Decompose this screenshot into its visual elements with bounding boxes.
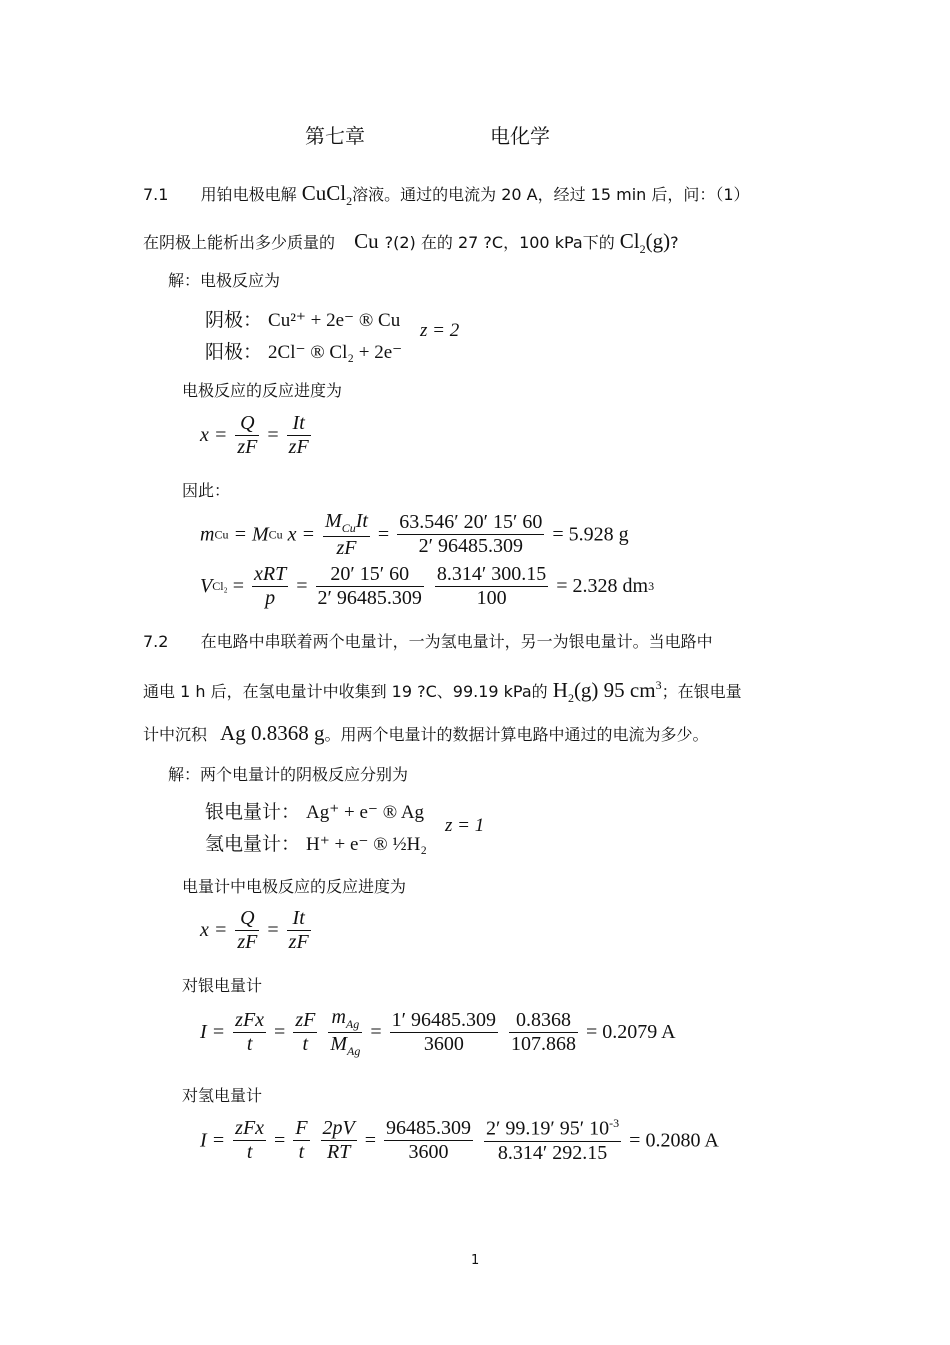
mass-equation: mCu = MCu x = $\frac{M_{Cu}It}{zF}$ = $\frac{63.546' 20' 15' 60}{2' 96485.309}$ = 5.928 g — [200, 510, 629, 559]
extent-text: 电极反应的反应进度为 — [182, 381, 343, 400]
extent-text-2: 电量计中电极反应的反应进度为 — [182, 877, 407, 896]
charge-number-2: z = 1 — [445, 815, 485, 836]
hydrogen-calc-label: 对氢电量计 — [182, 1086, 263, 1105]
cathode-reaction: 阴极： Cu²⁺ + 2e⁻ ® Cu — [205, 310, 401, 331]
problem-number: 7.1 — [143, 185, 169, 204]
formula-ag-mass: Ag 0.8368 g — [220, 721, 325, 745]
problem-7-1-line2: 在阴极上能析出多少质量的 Cu ?(2) 在的 27 ?C，100 kPa下的 $Cl_2(g)$? — [143, 229, 679, 257]
problem-7-2-line2: 通电 1 h 后，在氢电量计中收集到 19 ?C、99.19 kPa的 $H_2(g)$ 95 $cm^3$；在银电量 — [143, 678, 742, 706]
therefore-text: 因此： — [182, 481, 231, 500]
hydrogen-reaction: 氢电量计： H⁺ + e⁻ ® ½H₂ — [205, 834, 427, 855]
problem-7-2-line1: 7.2 在电路中串联着两个电量计，一为氢电量计，另一为银电量计。当电路中 — [143, 632, 713, 651]
extent-equation: x = $\frac{Q}{zF}$ = $\frac{It}{zF}$ — [200, 412, 309, 458]
solution-intro-2: 解：两个电量计的阴极反应分别为 — [168, 765, 409, 784]
chapter-title: 第七章 — [305, 124, 365, 148]
problem-7-1-line1: 7.1 用铂电极电解 CuCl$_2$溶液。通过的电流为 20 A，经过 15 min 后，问：（1） — [143, 181, 750, 209]
volume-equation: VCl₂ = $\frac{\text{xRT}}{p}$ = $\frac{20' 15' 60}{2' 96485.309}$ $\frac{8.314' 300.15}{100}$ = 2.328 dm3 — [200, 563, 655, 609]
problem-number: 7.2 — [143, 632, 169, 651]
anode-reaction: 阳极： 2Cl⁻ ® Cl₂ + 2e⁻ — [205, 342, 403, 363]
formula-cl2g: $Cl_2(g)$ — [619, 229, 671, 257]
formula-cu: Cu — [354, 229, 379, 253]
formula-cucl2: CuCl$_2$ — [301, 181, 353, 209]
problem-7-2-line3: 计中沉积 Ag 0.8368 g。用两个电量计的数据计算电路中通过的电流为多少。 — [143, 721, 709, 745]
current-equation-silver: I = $\frac{\text{zFx}}{t}$ = $\frac{zF}{t}$ $\frac{m_{Ag}}{M_{Ag}}$ = $\frac{1' 96485.309}{3600}$ $\frac{0.8368}{107.868}$ = 0.2079 A — [200, 1006, 676, 1058]
solution-intro: 解：电极反应为 — [168, 271, 281, 290]
silver-reaction: 银电量计： Ag⁺ + e⁻ ® Ag — [205, 802, 425, 823]
formula-h2g: $H_2(g)$ 95 $cm^3$ — [552, 678, 662, 706]
current-equation-hydrogen: I = $\frac{\text{zFx}}{t}$ = $\frac{F}{t}$ $\frac{2pV}{RT}$ = $\frac{96485.309}{3600}$ $\frac{2' 99.19' 95' 10^{-3}}{8.314' 292.15}$ = 0.2080 A — [200, 1116, 719, 1164]
silver-calc-label: 对银电量计 — [182, 976, 263, 995]
page-number: 1 — [471, 1253, 480, 1268]
extent-equation-2: x = $\frac{Q}{zF}$ = $\frac{It}{zF}$ — [200, 907, 309, 953]
charge-number: z = 2 — [420, 320, 460, 341]
chapter-topic: 电化学 — [490, 124, 550, 148]
